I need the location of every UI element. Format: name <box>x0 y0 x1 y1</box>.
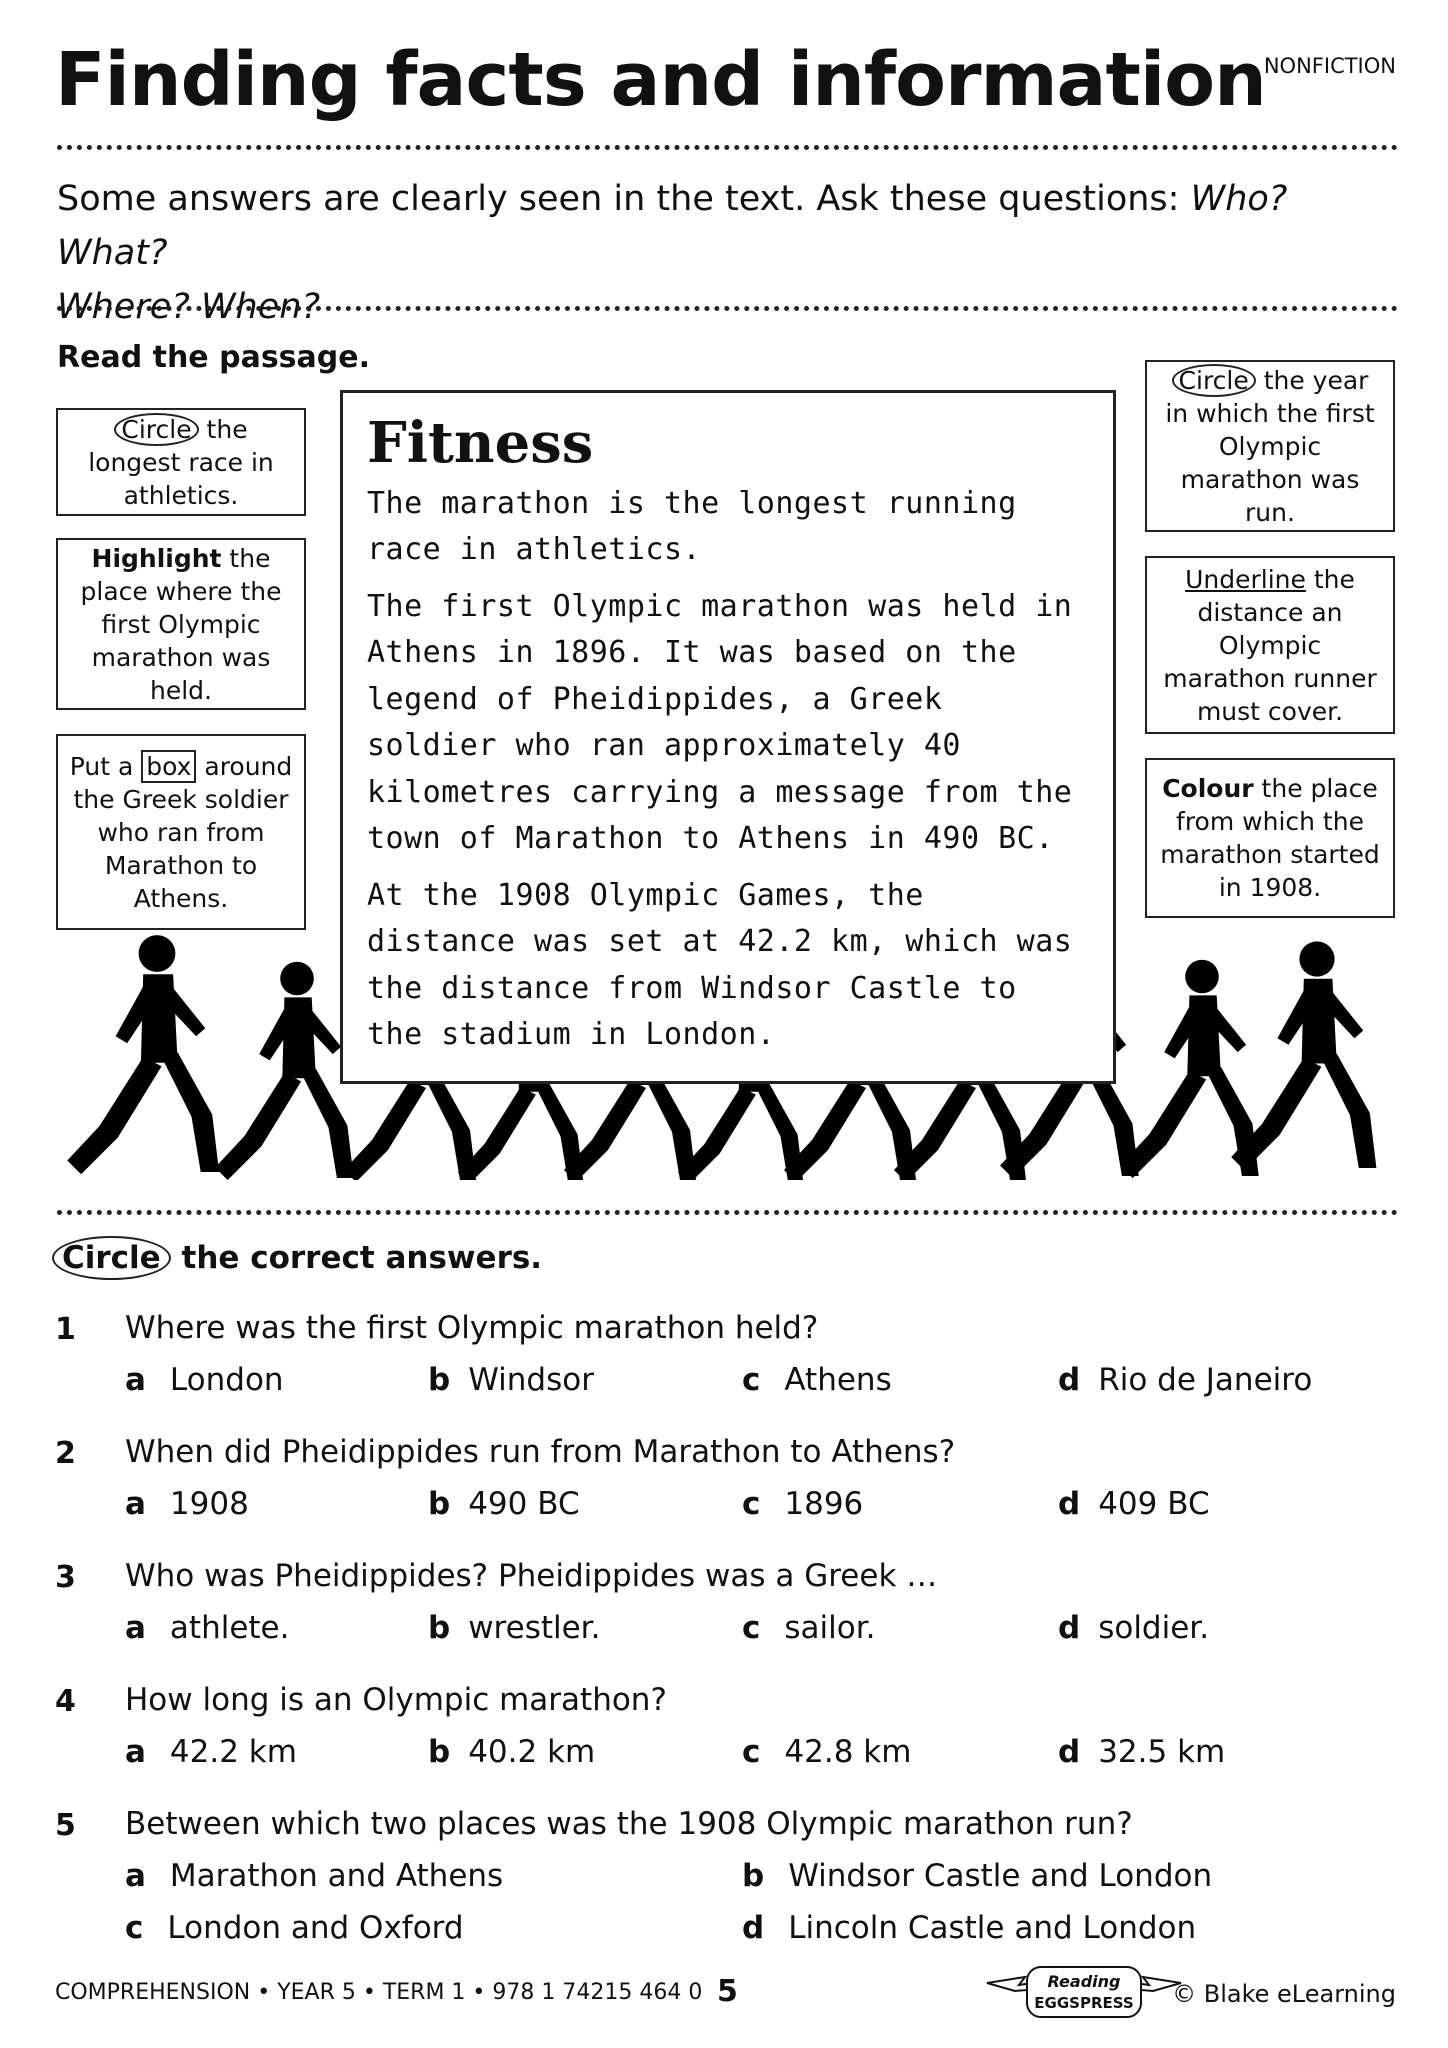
page-title: Finding facts and information <box>55 37 1266 123</box>
question-text: Between which two places was the 1908 Olympic marathon run? <box>125 1806 1133 1842</box>
answer-option[interactable]: c 1896 <box>742 1486 864 1522</box>
answer-option[interactable]: a athlete. <box>125 1610 290 1646</box>
task-box-box-soldier: Put a box around the Greek soldier who ran from Marathon to Athens. <box>56 734 306 930</box>
dotted-divider <box>57 306 1398 311</box>
answer-option[interactable]: a 1908 <box>125 1486 249 1522</box>
task-box-underline-distance: Underline the distance an Olympic marathon runner must cover. <box>1145 556 1395 734</box>
footer-course-info: COMPREHENSION • YEAR 5 • TERM 1 • 978 1 74215 464 0 <box>55 1980 703 2005</box>
copyright: © Blake eLearning <box>1172 1980 1396 2008</box>
answer-option[interactable]: b 40.2 km <box>428 1734 596 1770</box>
question-number: 3 <box>55 1560 76 1595</box>
question-number: 4 <box>55 1684 76 1719</box>
answer-option[interactable]: d Rio de Janeiro <box>1058 1362 1313 1398</box>
category-label: NONFICTION <box>1263 54 1396 78</box>
answer-option[interactable]: b wrestler. <box>428 1610 601 1646</box>
question-text: How long is an Olympic marathon? <box>125 1682 667 1718</box>
question-text: Who was Pheidippides? Pheidippides was a Greek … <box>125 1558 938 1594</box>
question-text: When did Pheidippides run from Marathon to Athens? <box>125 1434 956 1470</box>
task-box-circle-year: Circle the year in which the first Olympic marathon was run. <box>1145 360 1395 532</box>
question-text: Where was the first Olympic marathon held? <box>125 1310 819 1346</box>
answer-option[interactable]: c 42.8 km <box>742 1734 912 1770</box>
answer-option[interactable]: d Lincoln Castle and London <box>742 1910 1197 1946</box>
answer-option[interactable]: a Marathon and Athens <box>125 1858 504 1894</box>
questions-instruction: Circle the correct answers. <box>52 1240 542 1276</box>
read-instruction: Read the passage. <box>57 340 370 375</box>
task-box-colour-place: Colour the place from which the marathon started in 1908. <box>1145 758 1395 918</box>
answer-option[interactable]: d 409 BC <box>1058 1486 1210 1522</box>
answer-option[interactable]: d 32.5 km <box>1058 1734 1226 1770</box>
task-box-circle-race: Circle the longest race in athletics. <box>56 408 306 516</box>
answer-option[interactable]: c Athens <box>742 1362 892 1398</box>
logo-text-line1: Reading <box>1047 1972 1121 1991</box>
passage-paragraph: The first Olympic marathon was held in Athens in 1896. It was based on the legend of Pheidippides, a Greek soldier who ran approximately 40 kilometres carrying a message from the town of Marathon to Athens in 490 BC. <box>367 588 1073 857</box>
answer-option[interactable]: c London and Oxford <box>125 1910 464 1946</box>
answer-option[interactable]: a London <box>125 1362 284 1398</box>
answer-option[interactable]: a 42.2 km <box>125 1734 297 1770</box>
question-number: 5 <box>55 1808 76 1843</box>
answer-option[interactable]: c sailor. <box>742 1610 876 1646</box>
intro-text: Some answers are clearly seen in the text. Ask these questions: Who? What? Where? When? <box>57 179 1288 327</box>
answer-option[interactable]: b Windsor <box>428 1362 594 1398</box>
logo-text-line2: EGGSPRESS <box>1034 1994 1134 2012</box>
task-box-highlight-place: Highlight the place where the first Olympic marathon was held. <box>56 538 306 710</box>
answer-option[interactable]: b 490 BC <box>428 1486 580 1522</box>
page-number: 5 <box>717 1974 738 2009</box>
passage-box <box>340 390 1116 1084</box>
question-number: 1 <box>55 1312 76 1347</box>
dotted-divider <box>57 145 1398 150</box>
passage-paragraph: At the 1908 Olympic Games, the distance was set at 42.2 km, which was the distance from Windsor Castle to the stadium in London. <box>367 877 1073 1053</box>
reading-eggspress-logo-icon <box>985 1963 1183 2021</box>
passage-title: Fitness <box>367 410 594 476</box>
answer-option[interactable]: d soldier. <box>1058 1610 1210 1646</box>
answer-option[interactable]: b Windsor Castle and London <box>742 1858 1213 1894</box>
question-number: 2 <box>55 1436 76 1471</box>
dotted-divider <box>57 1210 1398 1215</box>
passage-paragraph: The marathon is the longest running race in athletics. <box>367 485 1017 568</box>
